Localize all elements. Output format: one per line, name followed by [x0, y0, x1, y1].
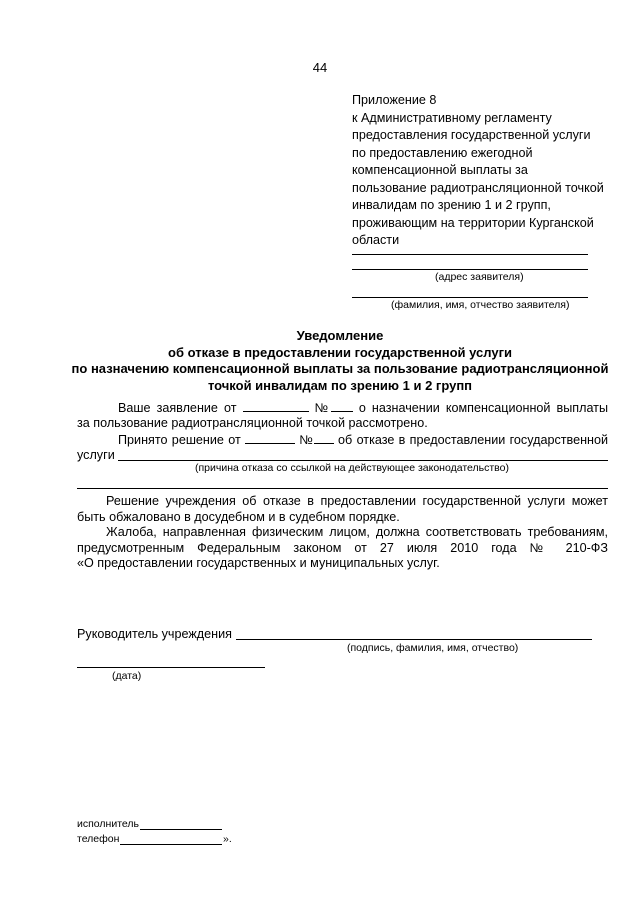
appeal-line2: быть обжаловано в досудебном и в судебном порядке.	[77, 510, 400, 524]
appendix-line: пользование радиотрансляционной точкой	[352, 180, 604, 195]
decision-label: Принято решение от	[118, 433, 241, 447]
reason-line	[118, 460, 608, 461]
executor-line	[140, 829, 222, 830]
decision-paragraph-line1	[118, 431, 608, 448]
reason-line-2	[77, 488, 608, 489]
appendix-line: инвалидам по зрению 1 и 2 групп,	[352, 198, 551, 212]
address-line-1	[352, 254, 588, 255]
heading-line: об отказе в предоставлении государственной услуги	[168, 344, 512, 360]
application-number-blank	[331, 399, 353, 412]
date-caption: (дата)	[112, 670, 142, 682]
application-date-blank	[243, 399, 309, 412]
heading-line: по назначению компенсационной выплаты за пользование радиотрансляционной	[71, 361, 609, 376]
date-line	[77, 667, 265, 668]
number-sign-text: №	[314, 401, 331, 415]
appendix-line: компенсационной выплаты за	[352, 163, 528, 177]
signature-line	[236, 639, 592, 640]
heading-line: точкой инвалидам по зрению 1 и 2 групп	[207, 377, 473, 393]
decision-number-blank	[314, 431, 334, 444]
complaint-line2: предусмотренным Федеральным законом от 27 июля 2010 года № 210-ФЗ	[77, 541, 608, 555]
application-paragraph-line2: за пользование радиотрансляционной точкой рассмотрено.	[77, 416, 428, 430]
applicant-name-caption: (фамилия, имя, отчество заявителя)	[391, 299, 570, 311]
appendix-line: проживающим на территории Курганской	[352, 215, 594, 230]
phone-label: телефон	[77, 833, 120, 845]
application-paragraph-line1	[118, 399, 608, 416]
appendix-line: предоставления государственной услуги	[352, 128, 591, 142]
application-subject: о назначении компенсационной выплаты	[358, 401, 608, 415]
appendix-line: Приложение 8	[352, 93, 437, 107]
heading-line: Уведомление	[296, 328, 384, 343]
applicant-name-line	[352, 297, 588, 298]
application-label: Ваше заявление от	[118, 401, 237, 415]
services-label: услуги	[77, 448, 115, 462]
number-sign-text: №	[299, 433, 314, 447]
notice-heading	[60, 328, 620, 394]
signature-label: Руководитель учреждения	[77, 627, 232, 641]
appendix-line: к Административному регламенту	[352, 110, 552, 125]
appendix-line: по предоставлению ежегодной	[352, 145, 533, 160]
address-caption: (адрес заявителя)	[435, 271, 524, 283]
reason-caption: (причина отказа со ссылкой на действующее законодательство)	[195, 462, 509, 474]
phone-end: ».	[223, 833, 232, 845]
decision-subject: об отказе в предоставлении государственной	[338, 433, 609, 447]
number-sign	[315, 401, 353, 415]
complaint-line1: Жалоба, направленная физическим лицом, должна соответствовать требованиям,	[106, 525, 608, 539]
complaint-line3: «О предоставлении государственных и муниципальных услуг.	[77, 556, 440, 570]
page-number: 44	[312, 60, 328, 75]
decision-date-blank	[245, 431, 295, 444]
appeal-line1: Решение учреждения об отказе в предоставлении государственной услуги может	[106, 494, 608, 508]
address-line-2	[352, 269, 588, 270]
phone-line	[120, 844, 222, 845]
signature-caption: (подпись, фамилия, имя, отчество)	[347, 642, 519, 654]
appendix-line: области	[352, 233, 400, 247]
executor-label: исполнитель	[77, 818, 139, 830]
number-sign	[299, 433, 333, 447]
appendix-block	[352, 92, 622, 250]
